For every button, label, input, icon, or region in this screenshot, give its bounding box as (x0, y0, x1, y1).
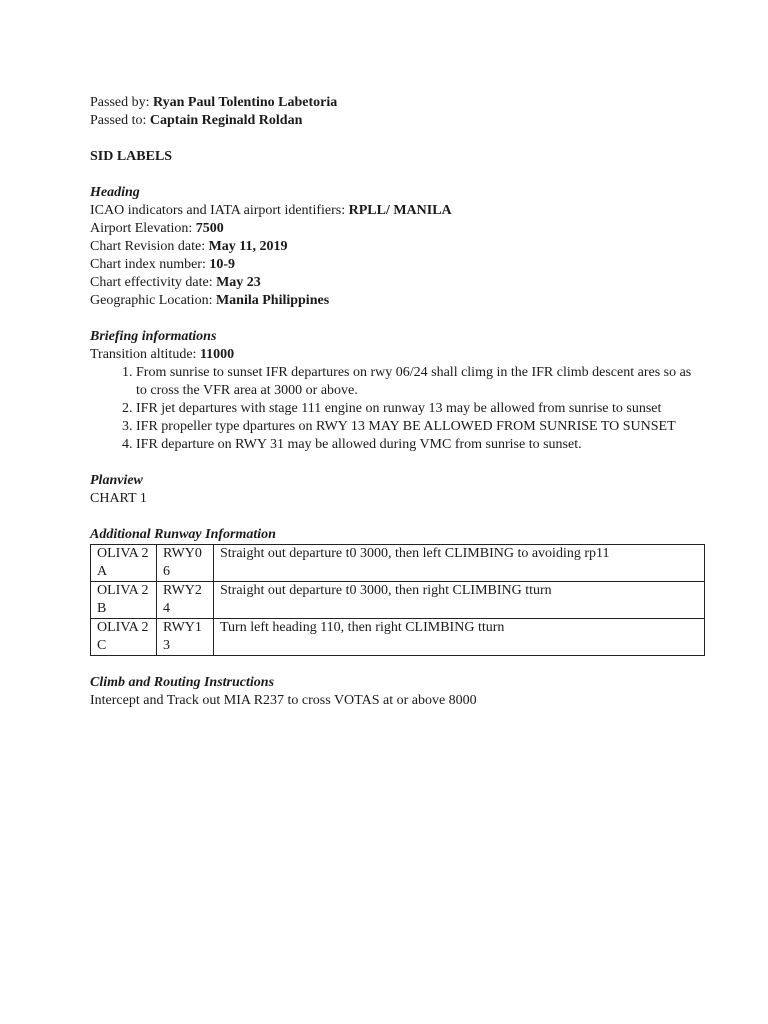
table-cell-runway: RWY13 (157, 619, 214, 656)
passed-to-line (90, 112, 705, 130)
table-row (91, 619, 705, 656)
field-geographic-location (90, 292, 705, 310)
field-label: ICAO indicators and IATA airport identifiers: (90, 203, 346, 218)
table-row (91, 545, 705, 582)
field-elevation (90, 220, 705, 238)
planview-text: CHART 1 (90, 491, 147, 506)
field-value: 7500 (195, 221, 224, 236)
passed-by-line (90, 94, 705, 112)
field-icao (90, 202, 705, 220)
transition-altitude-label: Transition altitude: (90, 347, 197, 362)
table-cell-instruction: Straight out departure t0 3000, then right CLIMBING tturn (214, 582, 705, 619)
table-cell-sid-name: OLIVA 2B (91, 582, 157, 619)
briefing-section-title: Briefing informations (90, 329, 217, 344)
field-value: 10-9 (209, 257, 236, 272)
table-cell-instruction: Straight out departure t0 3000, then left CLIMBING to avoiding rp11 (214, 545, 705, 582)
field-value: Manila Philippines (215, 293, 330, 308)
field-value: May 11, 2019 (208, 239, 288, 254)
passed-to-value: Captain Reginald Roldan (149, 113, 303, 128)
field-label: Geographic Location: (90, 293, 213, 308)
passed-by-label: Passed by: (90, 95, 150, 110)
climb-section-title: Climb and Routing Instructions (90, 675, 275, 690)
document-page (90, 94, 705, 710)
document-title: SID LABELS (90, 149, 173, 164)
field-label: Chart Revision date: (90, 239, 206, 254)
passed-by-value: Ryan Paul Tolentino Labetoria (153, 95, 338, 110)
field-label: Chart index number: (90, 257, 206, 272)
list-item: 4. IFR departure on RWY 31 may be allowed during VMC from sunrise to sunset. (136, 436, 705, 454)
transition-altitude-line (90, 346, 705, 364)
list-item: 2. IFR jet departures with stage 111 engine on runway 13 may be allowed from sunrise to sunset (136, 400, 705, 418)
table-row (91, 582, 705, 619)
table-cell-sid-name: OLIVA 2A (91, 545, 157, 582)
table-cell-instruction: Turn left heading 110, then right CLIMBING tturn (214, 619, 705, 656)
planview-section-title: Planview (90, 473, 143, 488)
field-value: RPLL/ MANILA (348, 203, 452, 218)
heading-section-title: Heading (90, 185, 140, 200)
field-label: Chart effectivity date: (90, 275, 213, 290)
field-value: May 23 (216, 275, 261, 290)
runway-info-table (90, 544, 705, 656)
field-label: Airport Elevation: (90, 221, 193, 236)
field-effectivity-date (90, 274, 705, 292)
transition-altitude-value: 11000 (199, 347, 235, 362)
table-cell-runway: RWY24 (157, 582, 214, 619)
briefing-list (90, 364, 705, 454)
table-cell-runway: RWY06 (157, 545, 214, 582)
table-cell-sid-name: OLIVA 2C (91, 619, 157, 656)
passed-to-label: Passed to: (90, 113, 147, 128)
field-index-number (90, 256, 705, 274)
field-revision-date (90, 238, 705, 256)
runway-info-section-title: Additional Runway Information (90, 527, 276, 542)
list-item: 1. From sunrise to sunset IFR departures on rwy 06/24 shall climg in the IFR climb descent ares so as to cross the VFR area at 3000 or above. (136, 364, 705, 400)
climb-text: Intercept and Track out MIA R237 to cross VOTAS at or above 8000 (90, 693, 477, 708)
list-item: 3. IFR propeller type dpartures on RWY 13 MAY BE ALLOWED FROM SUNRISE TO SUNSET (136, 418, 705, 436)
